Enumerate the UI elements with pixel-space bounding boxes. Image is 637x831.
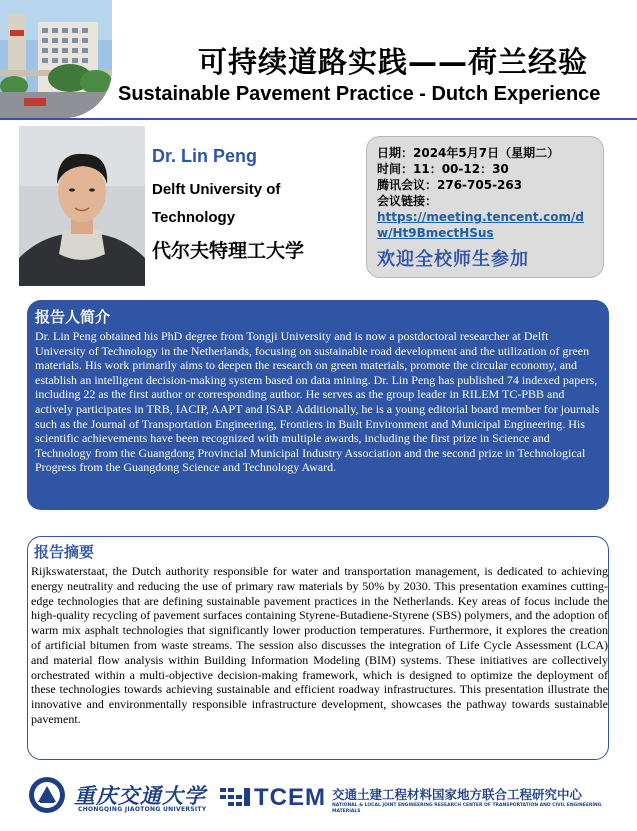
event-date: 日期：2024年5月7日（星期二） <box>377 146 560 160</box>
meeting-id: 腾讯会议：276-705-263 <box>377 178 523 192</box>
meeting-link-label: 会议链接： <box>377 194 438 208</box>
speaker-portrait <box>19 126 145 286</box>
speaker-name: Dr. Lin Peng <box>152 146 258 166</box>
tcem-mark-icon <box>220 786 252 808</box>
speaker-affiliation-en: Delft University of Technology <box>152 181 281 226</box>
speaker-affiliation-cn: 代尔夫特理工大学 <box>152 240 305 262</box>
abstract-title: 报告摘要 <box>34 543 95 561</box>
abstract-panel <box>27 536 609 760</box>
tcem-name: TCEM <box>254 784 326 811</box>
bio-text: Dr. Lin Peng obtained his PhD degree from Tongji University and is now a postdoctoral researcher at Delft University of Technology in the Netherlands, focusing on sustainable road development and the utilization of green materials. His work primarily aims to deepen the research on green materials, promote the circular economy, and establish an intelligent decision-making system based on data mining. Dr. Lin Peng has published 74 indexed papers, including 22 as the first author or corresponding author. He serves as the group leader in RILEM TC-PBB and actively participates in TRB, IACIP, AAPT and ISAP. Additionally, he is a young editorial board member for journals such as the Journal of Transportation Engineering, Frontiers in Built Environment and Municipal Engineering. His scientific achievements have been recognized with multiple awards, including the first prize in Science and Technology from the Guangdong Provincial Municipal Industry Association and the second prize in Technological Progress from the Guangdong Science and Technology Award. <box>35 329 600 475</box>
cqjtu-emblem-icon <box>28 776 66 814</box>
abstract-text: Rijkswaterstaat, the Dutch authority responsible for water and transportation management, is dedicated to achieving energy neutrality and reducing the use of primary raw materials by 50% by 2030. This presentation examines cutting-edge technologies that are defining sustainable pavement practices in the Netherlands. Key areas of focus include the high-quality recycling of pavement surfaces containing Styrene-Butadiene-Styrene (SBS) polymers, and the adoption of warm mix asphalt technologies that significantly lower production temperatures. Furthermore, it explores the creation of artificial bitumen from waste streams. The session also discusses the integration of Life Cycle Assessment (LCA) and material flow analysis within Building Information Modeling (BIM) systems. These initiatives are collectively orchestrated within a multi-objective decision-making framework, which is designed to optimize the deployment of these technologies towards achieving sustainable and efficient roadway infrastructures. This presentation illustrate the innovative and environmentally responsible infrastructure development, showcases the pathway towards sustainable pavement. <box>31 564 608 726</box>
welcome-text: 欢迎全校师生参加 <box>377 249 529 270</box>
speaker-bio-panel <box>27 300 609 510</box>
title-english: Sustainable Pavement Practice - Dutch Experience <box>118 83 601 105</box>
cqjtu-english-name: CHONGQING JIAOTONG UNIVERSITY <box>78 806 207 813</box>
title-chinese: 可持续道路实践——荷兰经验 <box>197 45 588 79</box>
cqjtu-name: 重庆交通大学 <box>74 783 206 808</box>
event-info-box <box>366 136 604 278</box>
header-divider <box>0 118 637 120</box>
campus-photo <box>0 0 112 118</box>
tcem-english-name: NATIONAL & LOCAL JOINT ENGINEERING RESEARCH CENTER OF TRANSPORTATION AND CIVIL ENGINEERING MATERIALS <box>332 803 602 814</box>
bio-title: 报告人简介 <box>35 308 111 326</box>
event-time: 时间：11：00-12：30 <box>377 162 509 176</box>
tcem-chinese-name: 交通土建工程材料国家地方联合工程研究中心 <box>332 787 583 802</box>
meeting-link[interactable]: https://meeting.tencent.com/dw/Ht9BmectHSus <box>377 210 584 240</box>
